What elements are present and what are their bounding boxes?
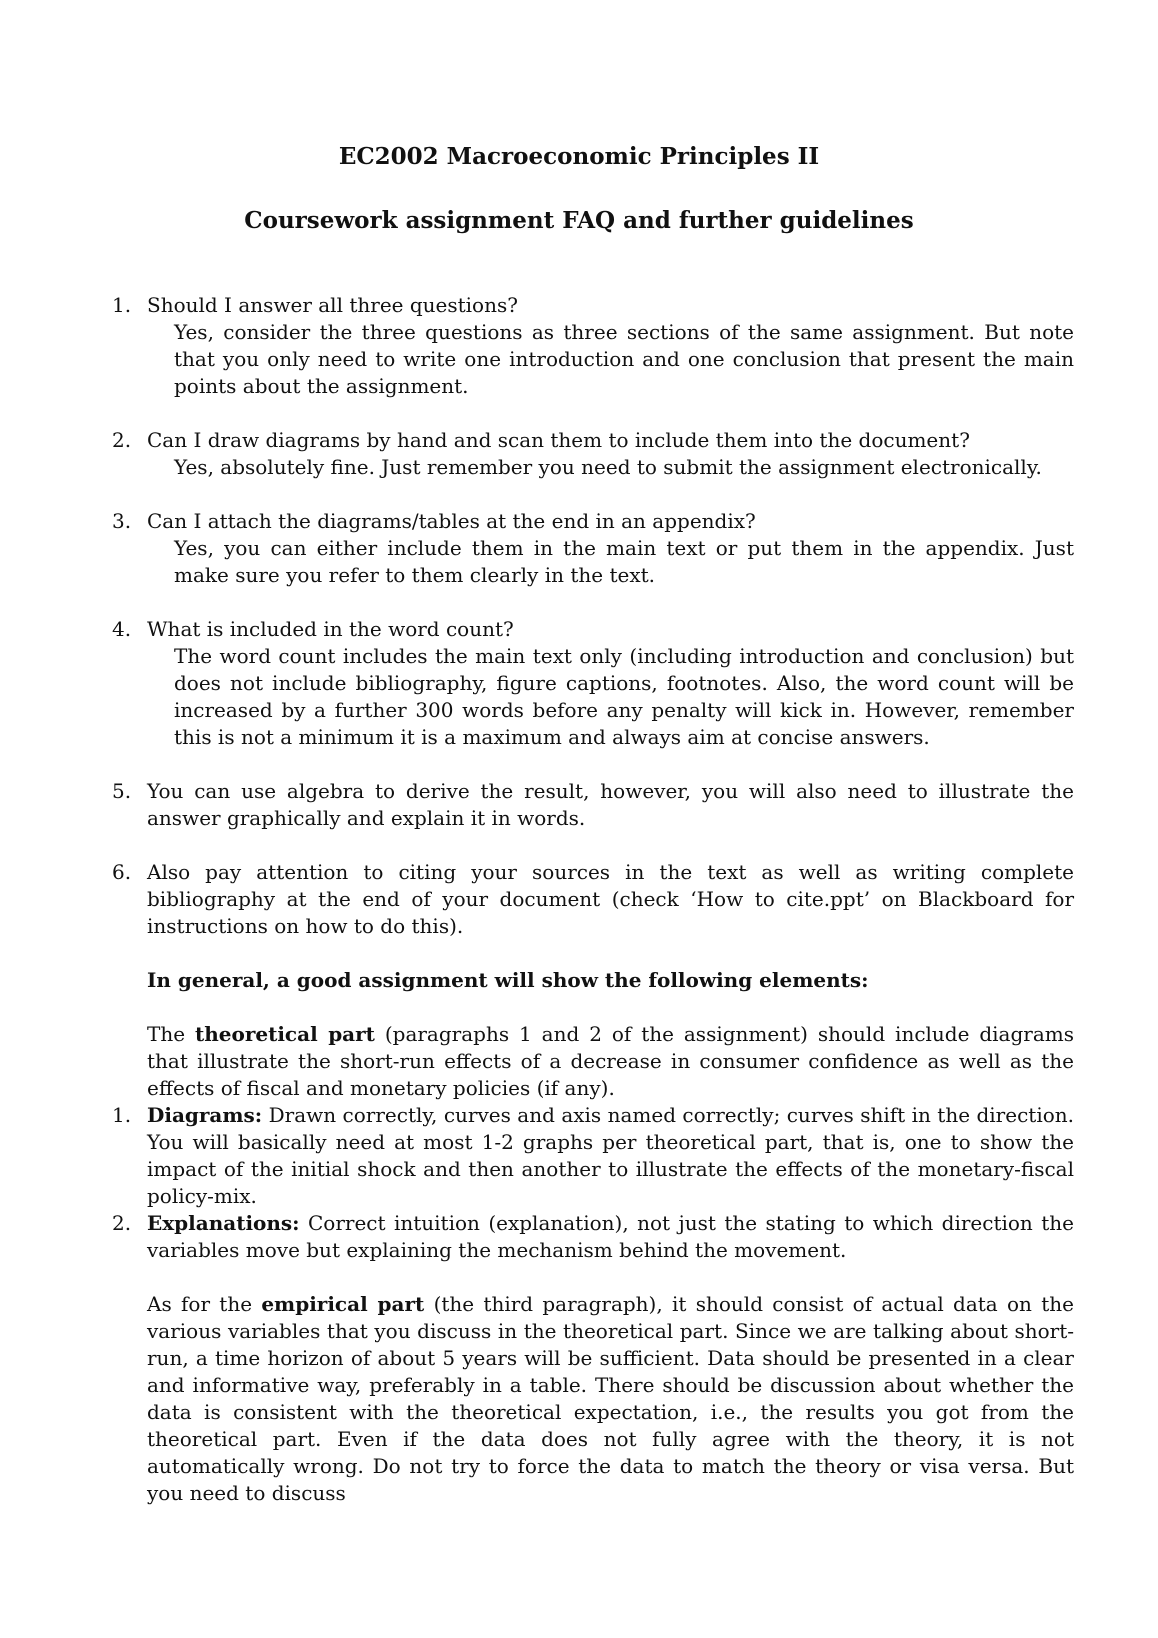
element-item <box>112 1210 1074 1264</box>
element-number: 2. <box>112 1211 132 1235</box>
faq-item <box>112 427 1074 481</box>
faq-answer: The word count includes the main text only (including introduction and conclusion) but does not include bibliography, figure captions, footnotes. Also, the word count will be increased by a further 300 words before any penalty will kick in. However, remember this is not a minimum it is a maximum and always aim at concise answers. <box>174 644 1074 749</box>
faq-item <box>112 616 1074 751</box>
faq-list <box>112 292 1074 940</box>
theoretical-lead: The <box>147 1022 195 1046</box>
faq-number: 2. <box>112 428 132 452</box>
faq-number: 6. <box>112 860 132 884</box>
document-title: EC2002 Macroeconomic Principles II <box>338 143 820 170</box>
faq-text: You can use algebra to derive the result, however, you will also need to illustrate the answer graphically and explain it in words. <box>147 779 1074 830</box>
faq-question: Can I draw diagrams by hand and scan them to include them into the document? <box>147 428 970 452</box>
theoretical-text: (paragraphs 1 and 2 of the assignment) should include diagrams that illustrate the short-run effects of a decrease in consumer confidence as well as the effects of fiscal and monetary policies (if any). <box>147 1022 1075 1100</box>
elements-list <box>112 1102 1074 1264</box>
empirical-paragraph <box>112 1291 1074 1507</box>
element-item <box>112 1102 1074 1210</box>
faq-item <box>112 778 1074 832</box>
empirical-keyword: empirical part <box>261 1292 425 1316</box>
element-text: Drawn correctly, curves and axis named correctly; curves shift in the direction. You will basically need at most 1-2 graphs per theoretical part, that is, one to show the impact of the initial shock and then another to illustrate the effects of the monetary-fiscal policy-mix. <box>147 1103 1074 1208</box>
empirical-lead: As for the <box>147 1292 262 1316</box>
guidelines-heading <box>112 967 1074 994</box>
theoretical-keyword: theoretical part <box>194 1022 375 1046</box>
faq-answer: Yes, absolutely fine. Just remember you need to submit the assignment electronically. <box>174 455 1042 479</box>
faq-text: Also pay attention to citing your sources in the text as well as writing complete bibliography at the end of your document (check ‘How to cite.ppt’ on Blackboard for instructions on how to do this). <box>147 860 1074 938</box>
empirical-text: (the third paragraph), it should consist of actual data on the various variables that you discuss in the theoretical part. Since we are talking about short-run, a time horizon of about 5 years will be sufficient. Data should be presented in a clear and informative way, preferably in a table. There should be discussion about whether the data is consistent with the theoretical expectation, i.e., the results you got from the theoretical part. Even if the data does not fully agree with the theory, it is not automatically wrong. Do not try to force the data to match the theory or visa versa. But you need to discuss <box>147 1292 1074 1505</box>
faq-question: Should I answer all three questions? <box>147 293 518 317</box>
theoretical-paragraph <box>112 1021 1074 1102</box>
faq-number: 5. <box>112 779 132 803</box>
element-label: Explanations: <box>147 1211 300 1235</box>
document-body <box>112 292 1074 1534</box>
faq-question: Can I attach the diagrams/tables at the end in an appendix? <box>147 509 756 533</box>
element-number: 1. <box>112 1103 132 1127</box>
faq-item <box>112 508 1074 589</box>
guidelines-heading-text: In general, a good assignment will show the following elements: <box>147 968 869 992</box>
element-text: Correct intuition (explanation), not just the stating to which direction the variables move but explaining the mechanism behind the movement. <box>147 1211 1074 1262</box>
faq-item <box>112 292 1074 400</box>
faq-number: 3. <box>112 509 132 533</box>
document-subtitle: Coursework assignment FAQ and further guidelines <box>244 207 914 234</box>
faq-item <box>112 859 1074 940</box>
faq-number: 4. <box>112 617 132 641</box>
element-label: Diagrams: <box>147 1103 263 1127</box>
faq-number: 1. <box>112 293 132 317</box>
faq-question: What is included in the word count? <box>147 617 514 641</box>
faq-answer: Yes, consider the three questions as three sections of the same assignment. But note that you only need to write one introduction and one conclusion that present the main points about the assignment. <box>174 320 1074 398</box>
faq-answer: Yes, you can either include them in the main text or put them in the appendix. Just make sure you refer to them clearly in the text. <box>174 536 1074 587</box>
